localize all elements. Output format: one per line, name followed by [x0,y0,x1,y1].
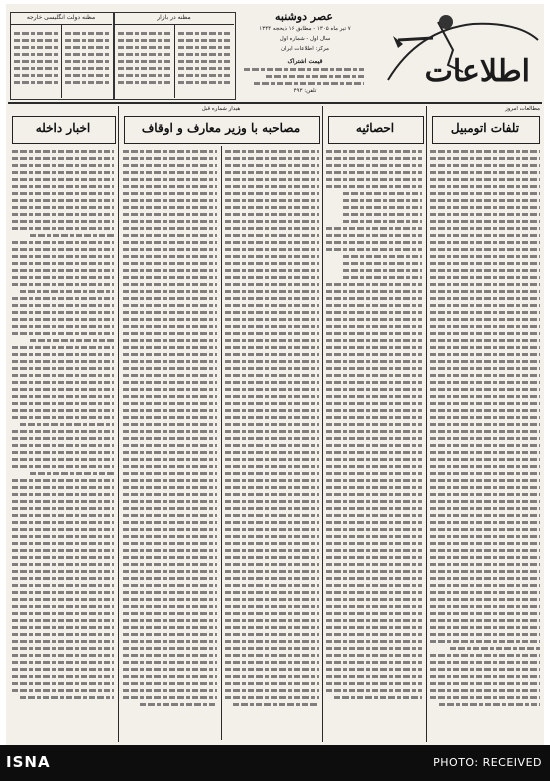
masthead-logo-text: اطلاعات [424,54,530,89]
day-title: عصر دوشنبه [275,10,333,23]
photo-credit-banner [0,745,550,781]
col4-heading: اخبار داخله [35,121,91,135]
market-table-values-left [118,32,170,88]
market-table-title: مظنه در بازار [157,14,191,21]
col2-body [326,150,422,740]
col1-body [430,150,540,740]
col1-label: مطالعات امروز [505,106,540,112]
address-line: تلفن: ۴۹۳ [293,88,317,94]
exchange-table-values-left [14,32,58,88]
col4-body [12,150,114,740]
price-details [244,68,364,89]
column-divider [322,106,323,742]
owner-line: مرکز: اطلاعات ایران [281,46,329,52]
col3-body-left [123,150,217,740]
isna-logo: ISNA [6,753,51,771]
column-divider [426,106,427,742]
col3-body-right [225,150,319,740]
column-divider [118,106,119,742]
masthead-divider [8,102,542,104]
exchange-table-values-right [65,32,109,88]
col2-heading: احصائیه [355,121,395,135]
col3-inner-divider [221,146,222,740]
market-table-values-right [178,32,230,88]
newspaper-page [6,4,544,745]
price-line: قیمت اشتراک [287,58,323,65]
col3-label: هیدار شماره قبل [201,106,241,112]
exchange-table-title: مظنه دولت انگلیسی خارجه [26,14,96,21]
date-line: ۷ تیر ماه ۱۳۰۵ - مطابق ۱۶ ذیحجه ۱۳۴۴ [259,26,351,32]
photo-credit: PHOTO: RECEIVED [433,756,542,769]
col1-heading: تلفات اتومبیل [450,121,520,135]
col3-heading: مصاحبه با وزیر معارف و اوقاف [141,121,301,135]
year-line: سال اول - شماره اول [279,36,331,42]
masthead-logo [378,10,544,98]
